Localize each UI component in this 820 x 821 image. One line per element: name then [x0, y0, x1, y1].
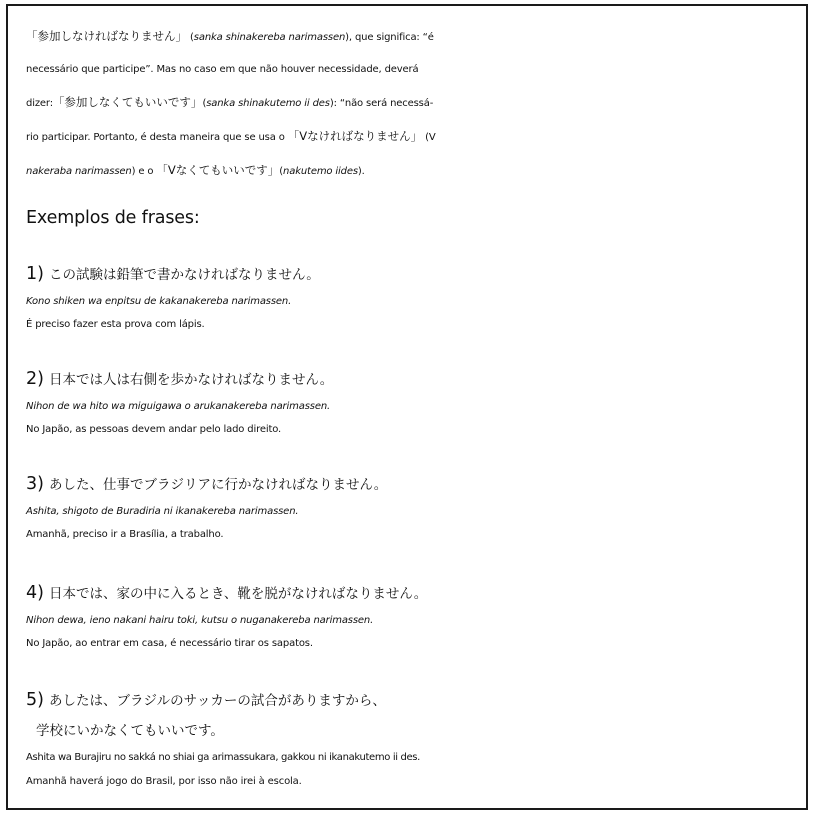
intro-romaji-1: sanka shinakereba narimassen — [193, 32, 346, 43]
example-japanese: 5) あしたは、ブラジルのサッカーの試合がありますから、 — [26, 690, 386, 710]
example-japanese: 3) あした、仕事でブラジリアに行かなければなりません。 — [26, 474, 388, 494]
intro-romaji-2: sanka shinakutemo ii des — [206, 98, 330, 109]
intro-line-2: necessário que participe”. Mas no caso em que não houver necessidade, deverá — [26, 64, 419, 75]
example-number: 4) — [26, 583, 44, 603]
example-japanese: 2) 日本では人は右側を歩かなければなりません。 — [26, 369, 334, 389]
examples-heading: Exemplos de frases: — [26, 208, 200, 228]
example-japanese-line-2: 学校にいかなくてもいいです。 — [36, 723, 224, 739]
example-romaji: Nihon de wa hito wa miguigawa o arukanakereba narimassen. — [26, 401, 331, 412]
example-5 — [26, 685, 808, 794]
example-romaji: Nihon dewa, ieno nakani hairu toki, kutsu o nuganakereba narimassen. — [26, 615, 374, 626]
example-translation: No Japão, as pessoas devem andar pelo lado direito. — [26, 424, 282, 435]
example-number: 5) — [26, 690, 44, 710]
example-japanese: 1) この試験は鉛筆で書かなければなりません。 — [26, 264, 320, 284]
example-romaji: Ashita wa Burajiru no sakká no shiai ga arimassukara, gakkou ni ikanakutemo ii des. — [26, 752, 420, 763]
example-romaji: Kono shiken wa enpitsu de kakanakereba narimassen. — [26, 296, 292, 307]
example-number: 2) — [26, 369, 44, 389]
example-romaji: Ashita, shigoto de Buradiria ni ikanakereba narimassen. — [26, 506, 299, 517]
intro-jp-phrase-3: 「Vなければなりません」 — [287, 129, 423, 143]
intro-line-5: nakeraba narimassen) e o 「Vなくてもいいです」(nakutemo iides). — [26, 163, 365, 177]
intro-line-1: 「参加しなければなりません」 (sanka shinakereba narimassen), que significa: “é — [26, 29, 434, 43]
example-number: 1) — [26, 264, 44, 284]
intro-paragraph — [26, 20, 808, 188]
example-japanese: 4) 日本では、家の中に入るとき、靴を脱がなければなりません。 — [26, 583, 428, 603]
example-4 — [26, 578, 808, 656]
example-3 — [26, 469, 808, 547]
intro-line-4: rio participar. Portanto, é desta maneira que se usa o 「Vなければなりません」 (V — [26, 129, 436, 143]
document-frame — [6, 4, 808, 810]
document-content — [26, 20, 808, 787]
intro-jp-phrase-4: 「Vなくてもいいです」 — [156, 163, 280, 177]
example-translation: Amanhã, preciso ir a Brasília, a trabalho. — [26, 529, 224, 540]
example-translation: No Japão, ao entrar em casa, é necessário tirar os sapatos. — [26, 638, 313, 649]
intro-romaji-4: nakutemo iides — [283, 166, 358, 177]
example-translation: É preciso fazer esta prova com lápis. — [26, 319, 205, 330]
intro-romaji-3: nakeraba narimassen — [26, 166, 132, 177]
example-number: 3) — [26, 474, 44, 494]
example-2 — [26, 364, 808, 442]
example-1 — [26, 259, 808, 337]
intro-jp-phrase-1: 「参加しなければなりません」 — [26, 29, 187, 43]
intro-jp-phrase-2: 「参加しなくてもいいです」 — [52, 95, 203, 109]
intro-line-3: dizer:「参加しなくてもいいです」(sanka shinakutemo ii des): “não será necessá- — [26, 95, 434, 109]
example-translation: Amanhã haverá jogo do Brasil, por isso não irei à escola. — [26, 776, 302, 787]
